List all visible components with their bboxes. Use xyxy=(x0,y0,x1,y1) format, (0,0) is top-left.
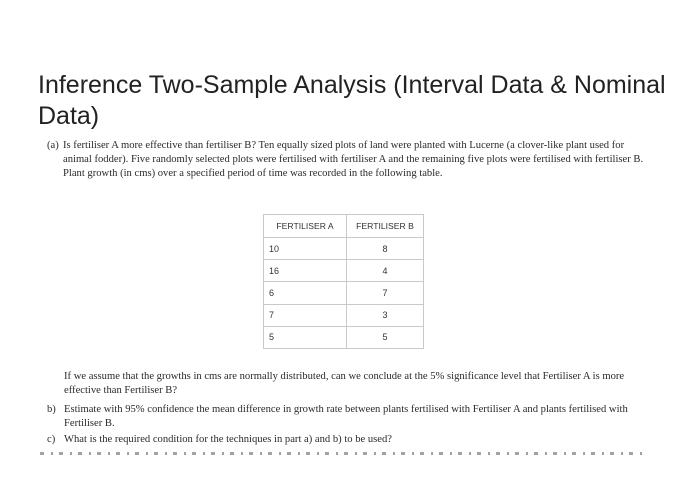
question-a-text: Is fertiliser A more effective than fertiliser B? Ten equally sized plots of land were planted with Lucerne (a clover-like plant used for animal fodder). Five randomly selected plots were fertilised with fertiliser A and the remaining five plots were fertilised with fertiliser B. Plant growth (in cms) over a specified period of time was recorded in the following table. xyxy=(63,140,644,180)
table-header-row xyxy=(264,215,424,238)
table-header-fertiliser-b: FERTILISER B xyxy=(347,215,424,238)
growth-table xyxy=(263,214,424,349)
question-a-followup: If we assume that the growths in cms are normally distributed, can we conclude at the 5% significance level that Fertiliser A is more effective than Fertiliser B? xyxy=(64,371,625,397)
table-cell-b: 4 xyxy=(347,260,424,282)
question-a xyxy=(47,139,652,182)
table-row xyxy=(264,282,424,304)
table-row xyxy=(264,304,424,326)
question-c-marker: c) xyxy=(47,434,56,445)
page-title: Inference Two-Sample Analysis (Interval Data & Nominal Data) xyxy=(38,71,666,130)
table-cell-a: 6 xyxy=(264,282,347,304)
table-cell-b: 7 xyxy=(347,282,424,304)
question-b-text: Estimate with 95% confidence the mean difference in growth rate between plants fertilised with Fertiliser A and plants fertilised with Fertiliser B. xyxy=(64,404,628,430)
question-c xyxy=(47,433,652,447)
table-row xyxy=(264,260,424,282)
question-b-marker: b) xyxy=(47,404,56,415)
table-cell-a: 10 xyxy=(264,238,347,260)
table-cell-a: 16 xyxy=(264,260,347,282)
cut-off-text-line xyxy=(40,452,645,455)
table-cell-a: 5 xyxy=(264,326,347,348)
table-row xyxy=(264,238,424,260)
table-cell-b: 3 xyxy=(347,304,424,326)
table-cell-b: 5 xyxy=(347,326,424,348)
question-b xyxy=(47,403,652,431)
question-a-marker: (a) xyxy=(47,140,59,151)
table-cell-b: 8 xyxy=(347,238,424,260)
question-c-text: What is the required condition for the techniques in part a) and b) to be used? xyxy=(64,434,393,445)
table-header-fertiliser-a: FERTILISER A xyxy=(264,215,347,238)
table-cell-a: 7 xyxy=(264,304,347,326)
table-row xyxy=(264,326,424,348)
